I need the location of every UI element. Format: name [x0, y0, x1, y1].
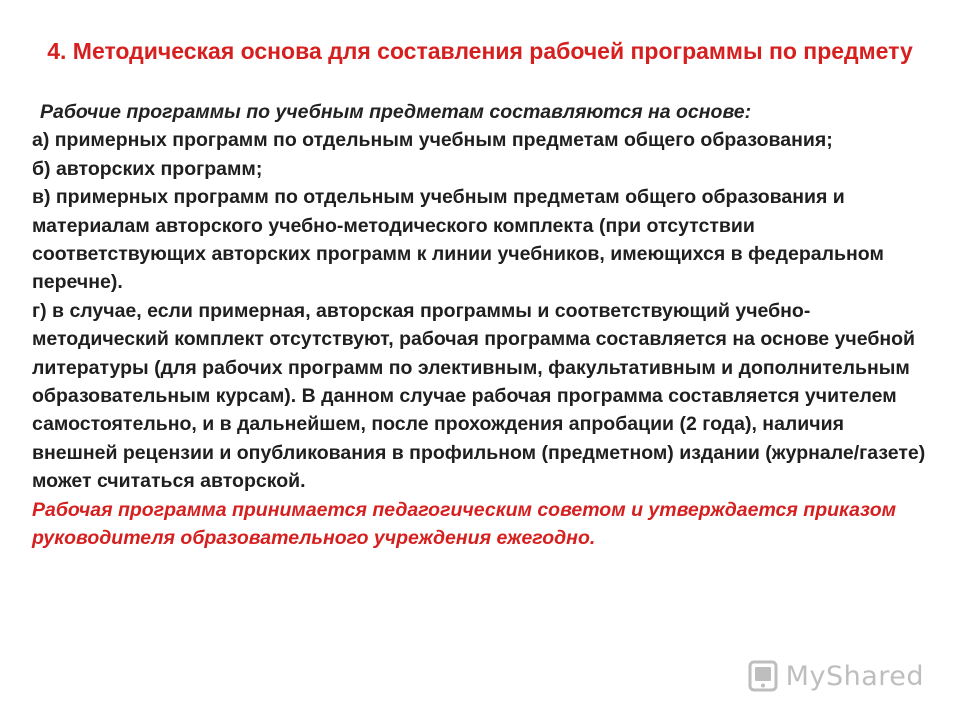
list-item-a: а) примерных программ по отдельным учебным предметам общего образования;	[32, 129, 833, 152]
watermark	[746, 656, 924, 696]
mobile-device-icon	[746, 659, 780, 693]
conclusion-text: Рабочая программа принимается педагогическим советом и утверждается приказом руководителя образовательного учреждения ежегодно.	[32, 498, 897, 550]
slide-body	[32, 98, 932, 553]
watermark-text: MyShared	[785, 660, 924, 692]
list-item-b: б) авторских программ;	[32, 157, 263, 180]
list-item-d: г) в случае, если примерная, авторская программы и соответствующий учебно-методический комплект отсутствуют, рабочая программа составляется на основе учебной литературы (для рабочих программ по элективным, факультативным и дополнительным образовательным курсам). В данном случае рабочая программа составляется учителем самостоятельно, и в дальнейшем, после прохождения апробации (2 года), наличия внешней рецензии и опубликования в профильном (предметном) издании (журнале/газете) может считаться авторской.	[32, 299, 926, 493]
intro-text: Рабочие программы по учебным предметам составляются на основе:	[40, 101, 752, 123]
slide-title: 4. Методическая основа для составления рабочей программы по предмету	[47, 38, 913, 64]
list-item-c: в) примерных программ по отдельным учебным предметам общего образования и материалам авторского учебно-методического комплекта (при отсутствии соответствующих авторских программ к линии учебников, имеющихся в федеральном перечне).	[32, 186, 884, 294]
